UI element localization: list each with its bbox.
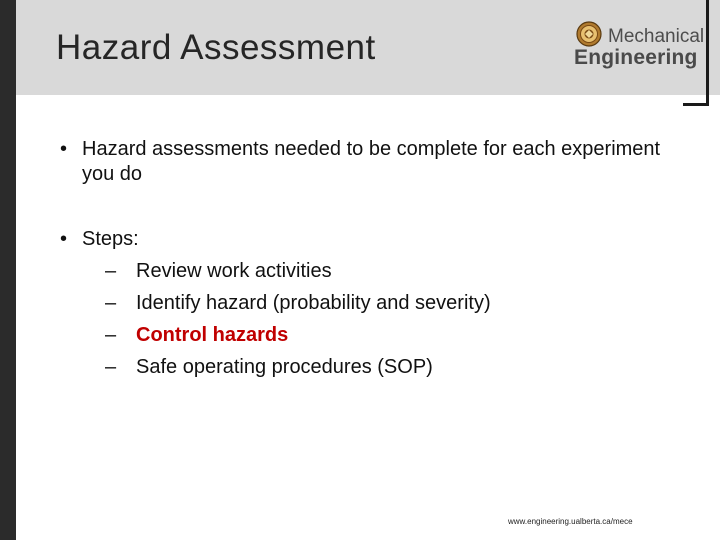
bullet-text: Steps: <box>82 228 139 250</box>
left-accent-bar <box>0 0 16 540</box>
mechanical-engineering-logo <box>574 20 714 70</box>
sub-item <box>82 323 680 348</box>
sub-item <box>82 355 680 380</box>
footer-url: www.engineering.ualberta.ca/mece <box>508 517 633 526</box>
corner-bracket-horizontal <box>683 103 709 106</box>
dash-marker: – <box>105 324 117 346</box>
slide-header <box>16 0 720 95</box>
bullet-dot: • <box>60 228 68 250</box>
bullet-text: Hazard assessments needed to be complete for each experiment you do <box>82 138 661 185</box>
slide-title: Hazard Assessment <box>56 28 376 67</box>
sub-item <box>82 259 680 284</box>
corner-bracket-vertical <box>706 0 709 106</box>
sub-item-text: Identify hazard (probability and severity) <box>136 292 491 314</box>
dash-marker: – <box>105 356 117 378</box>
dash-marker: – <box>105 260 117 282</box>
bullet-dot: • <box>60 138 68 160</box>
logo-text-line1: Mechanical <box>608 26 705 47</box>
logo-text-line2: Engineering <box>574 46 698 69</box>
bullet-item <box>60 137 680 187</box>
sub-item <box>82 291 680 316</box>
sub-item-text-highlight: Control hazards <box>136 324 289 346</box>
slide-body <box>60 137 680 380</box>
university-seal-icon <box>576 21 602 47</box>
sub-item-text: Safe operating procedures (SOP) <box>136 356 433 378</box>
dash-marker: – <box>105 292 117 314</box>
sub-item-text: Review work activities <box>136 260 332 282</box>
bullet-item <box>60 227 680 380</box>
